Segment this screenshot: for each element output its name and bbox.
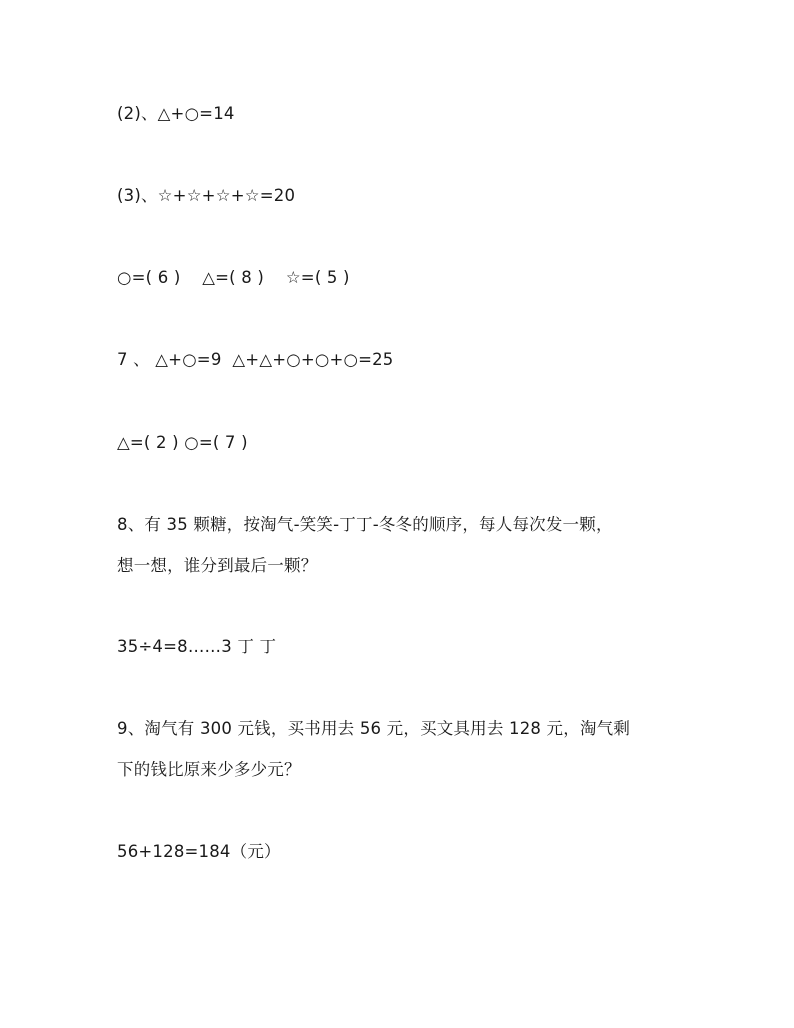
answer-9-line: 56+128=184（元） (117, 842, 281, 861)
problem-line-2: (2)、△+○=14 (117, 104, 235, 123)
answer-8-line: 35÷4=8……3 丁 丁 (117, 637, 277, 656)
problem-9-line-1: 9、淘气有 300 元钱，买书用去 56 元，买文具用去 128 元，淘气剩 (117, 719, 631, 738)
problem-7-line: 7 、 △+○=9 △+△+○+○+○=25 (117, 350, 394, 369)
answer-line-shapes: ○=( 6 ) △=( 8 ) ☆=( 5 ) (117, 268, 350, 287)
problem-9-line-2: 下的钱比原来少多少元？ (117, 760, 301, 779)
problem-8-line-2: 想一想，谁分到最后一颗？ (117, 556, 318, 575)
answer-7-line: △=( 2 ) ○=( 7 ) (117, 433, 248, 452)
problem-line-3: (3)、☆+☆+☆+☆=20 (117, 186, 296, 205)
problem-8-line-1: 8、有 35 颗糖，按淘气-笑笑-丁丁-冬冬的顺序，每人每次发一颗， (117, 515, 613, 534)
